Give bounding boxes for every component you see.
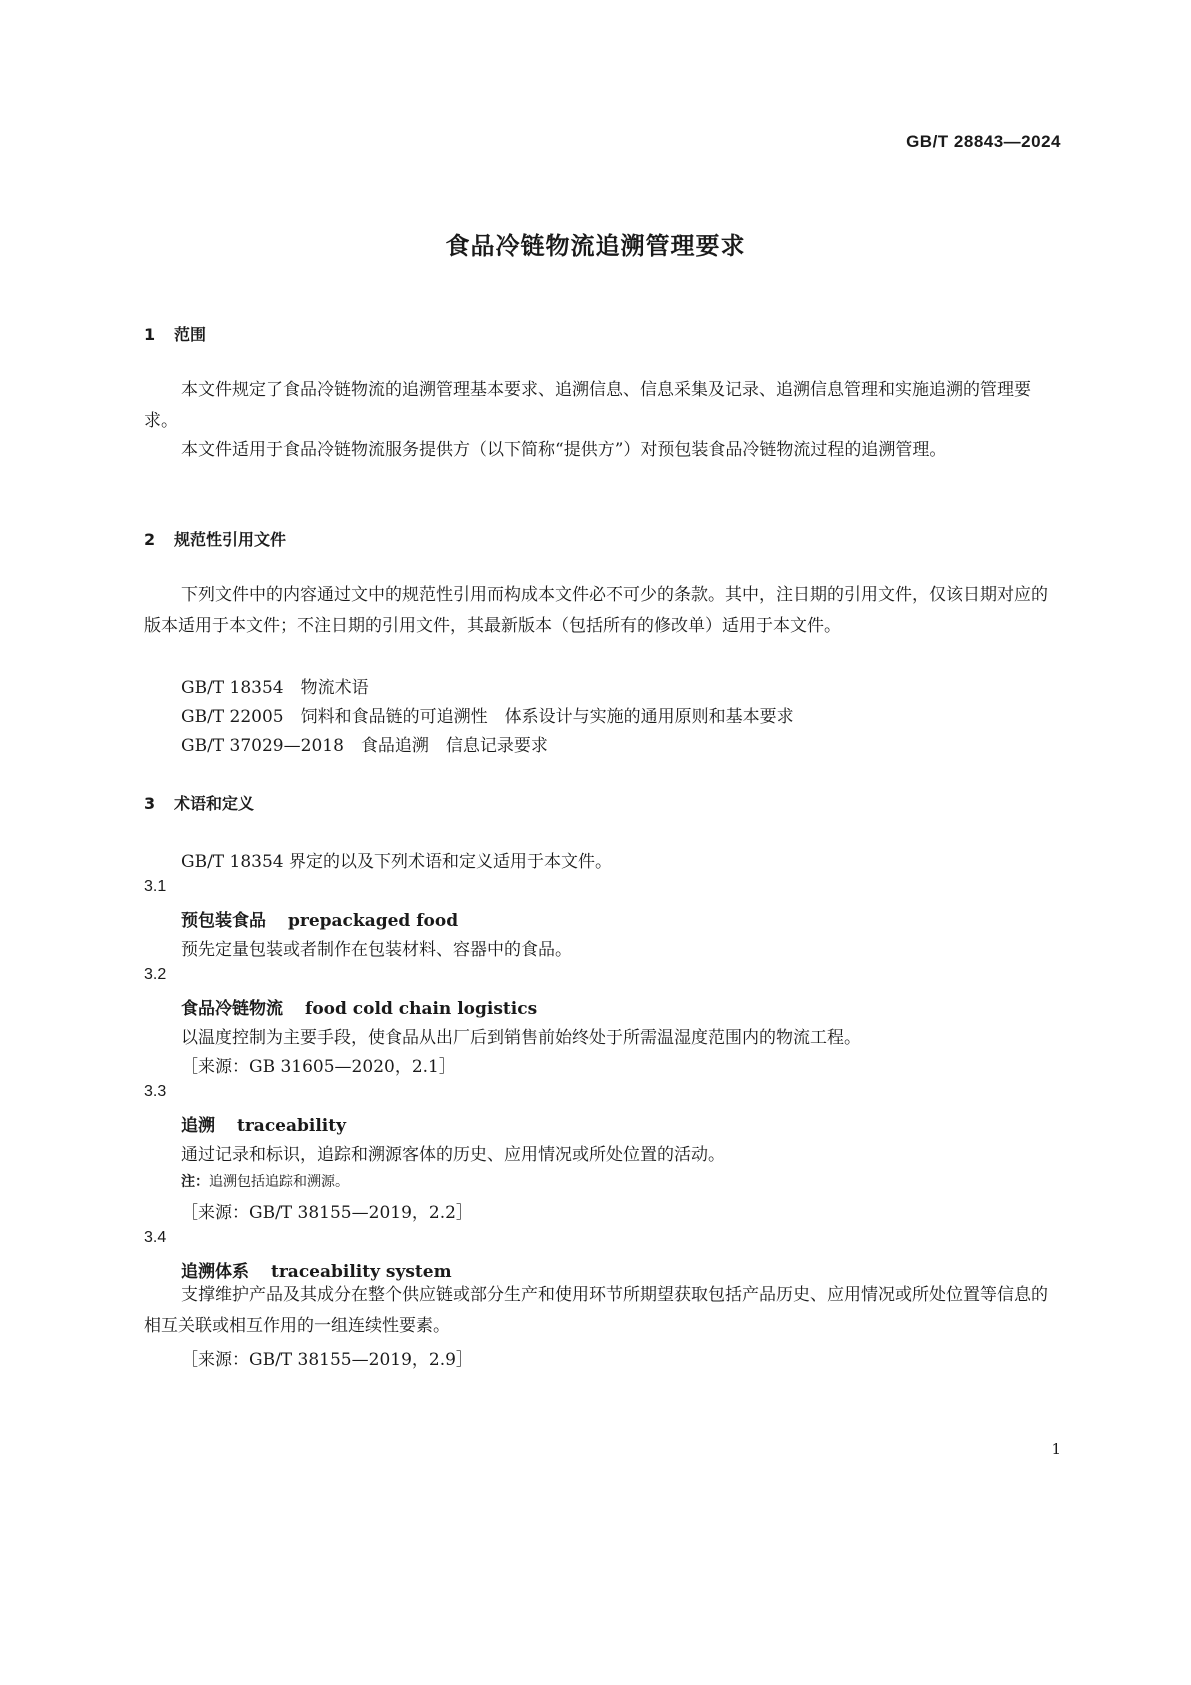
- section-number: 1: [144, 325, 156, 344]
- section-heading: [144, 527, 286, 550]
- term-en: food cold chain logistics: [305, 999, 538, 1019]
- term-definition: 通过记录和标识，追踪和溯源客体的历史、应用情况或所处位置的活动。: [181, 1145, 725, 1165]
- note-label: 注：: [181, 1174, 209, 1190]
- term-zh: 食品冷链物流: [181, 999, 283, 1019]
- section-number: 2: [144, 530, 156, 549]
- term-note: [181, 1171, 349, 1191]
- reference-item: GB/T 22005 饲料和食品链的可追溯性 体系设计与实施的通用原则和基本要求: [181, 707, 794, 727]
- term-source: ［来源：GB 31605—2020，2.1］: [181, 1057, 456, 1077]
- reference-item: GB/T 18354 物流术语: [181, 678, 369, 698]
- section-heading: [144, 791, 254, 814]
- section-number: 3: [144, 794, 156, 813]
- term-definition: 以温度控制为主要手段，使食品从出厂后到销售前始终处于所需温湿度范围内的物流工程。: [181, 1028, 861, 1048]
- document-title: 食品冷链物流追溯管理要求: [445, 232, 746, 260]
- term-definition: 支撑维护产品及其成分在整个供应链或部分生产和使用环节所期望获取包括产品历史、应用情况或所处位置等信息的相互关联或相互作用的一组连续性要素。: [144, 1285, 1048, 1336]
- standard-number: GB/T 28843—2024: [906, 132, 1061, 151]
- definitions-intro: GB/T 18354 界定的以及下列术语和定义适用于本文件。: [181, 852, 613, 872]
- section-title: 规范性引用文件: [174, 530, 287, 549]
- term-entry: [181, 1111, 346, 1136]
- term-entry: [181, 906, 458, 931]
- term-zh: 追溯体系: [181, 1262, 249, 1282]
- term-entry: [181, 1257, 452, 1282]
- paragraph: 下列文件中的内容通过文中的规范性引用而构成本文件必不可少的条款。其中，注日期的引用文件，仅该日期对应的版本适用于本文件；不注日期的引用文件，其最新版本（包括所有的修改单）适用于本文件。: [144, 585, 1048, 636]
- term-en: prepackaged food: [288, 911, 459, 931]
- term-source: ［来源：GB/T 38155—2019，2.2］: [181, 1203, 473, 1223]
- section-title: 范围: [174, 325, 207, 344]
- term-number: 3.1: [144, 878, 167, 895]
- term-en: traceability: [237, 1116, 346, 1136]
- term-definition: 预先定量包装或者制作在包装材料、容器中的食品。: [181, 940, 572, 960]
- term-entry: [181, 994, 537, 1019]
- term-en: traceability system: [271, 1262, 452, 1282]
- section-heading: [144, 322, 206, 345]
- paragraph: 本文件规定了食品冷链物流的追溯管理基本要求、追溯信息、信息采集及记录、追溯信息管理和实施追溯的管理要求。: [144, 380, 1031, 431]
- term-number: 3.3: [144, 1083, 167, 1100]
- term-zh: 追溯: [181, 1116, 215, 1136]
- page-number: 1: [1051, 1440, 1061, 1458]
- note-text: 追溯包括追踪和溯源。: [209, 1174, 349, 1190]
- term-zh: 预包装食品: [181, 911, 266, 931]
- term-number: 3.4: [144, 1229, 167, 1246]
- section-title: 术语和定义: [174, 794, 255, 813]
- term-source: ［来源：GB/T 38155—2019，2.9］: [181, 1350, 473, 1370]
- term-number: 3.2: [144, 966, 167, 983]
- reference-item: GB/T 37029—2018 食品追溯 信息记录要求: [181, 736, 548, 756]
- paragraph: 本文件适用于食品冷链物流服务提供方（以下简称“提供方”）对预包装食品冷链物流过程的追溯管理。: [181, 440, 947, 460]
